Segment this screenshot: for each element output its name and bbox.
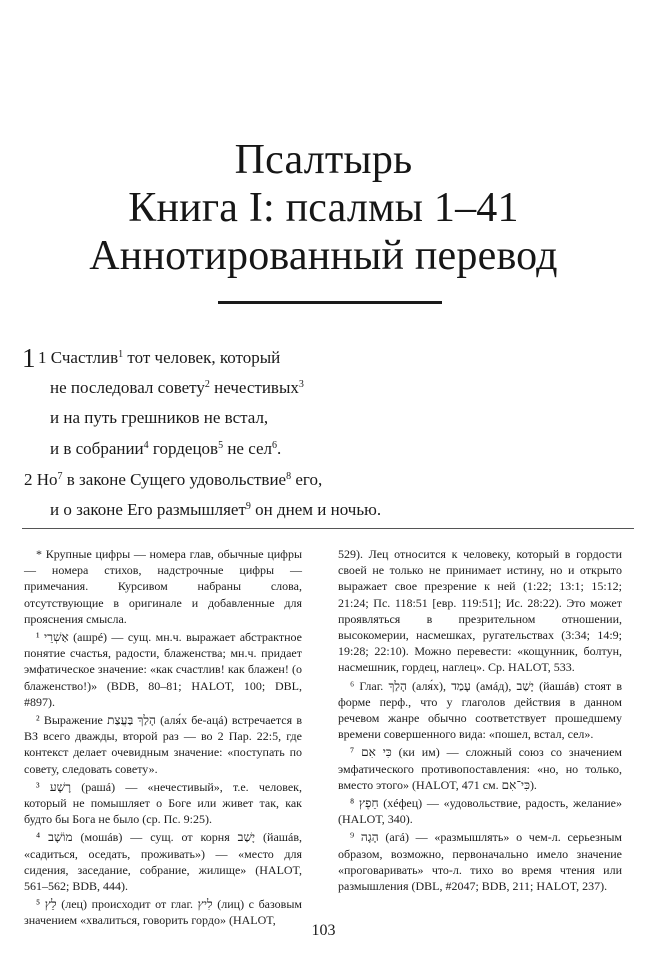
psalm-text-run: . bbox=[277, 439, 282, 458]
footnote-5-continued: 529). Лец относится к человеку, который в гордости своей не только не принимает истину, но и открыто выражает свое презрение к ней (1:22; 13:1; 15:12; 21:24; Пс. 118:51 [евр. 119:51]; Ис. 28:22). Это может проявляться в презрительном отношении, высокомерии, насмешках, ругательствах (3:34; 14:9; 19:28; 22:10). Можно перевести: «кощунник, болтун, насмешник, гордец, наглец». Ср. HALOT, 533. bbox=[338, 547, 622, 675]
footnotes-right-column bbox=[338, 546, 622, 896]
psalm-text-run: в законе Сущего удовольствие bbox=[62, 470, 287, 489]
footnote-5: ⁵ לֵץ (лец) происходит от глаг. לִיץ (лиц) с базовым значением «хвалиться, говорить гордо» (HALOT, bbox=[24, 897, 302, 928]
psalm-text-run: его, bbox=[291, 470, 323, 489]
psalm-text-run: и в собрании bbox=[50, 439, 144, 458]
footnote-1: ¹ אַשְׁרֵי (ашрé) — сущ. мн.ч. выражает абстрактное понятие счастья, радости, блаженства; мн.ч. придает эмфатическое значение: «как счастлив! как блажен! (о блаженство!)» (BDB, 80–81; HALOT, 100; DBL, #897). bbox=[24, 630, 302, 709]
footnote-7: ⁷ כִּי אִם (ки им) — сложный союз со значением эмфатического противопоставления: «но, но только, вместо этого» (HALOT, 471 см. כִּי־אִם). bbox=[338, 745, 622, 792]
footnote-ref: 1 bbox=[118, 349, 124, 360]
psalm-text-run: не последовал совету bbox=[50, 378, 205, 397]
footnote-ref: 3 bbox=[298, 379, 304, 390]
footnote-9: ⁹ הָגָה (агá) — «размышлять» о чем-л. серьезным образом, возможно, первоначально имело значение «проговаривать» что-л. тихо во время чтения или размышления (DBL, #2047; BDB, 211; HALOT, 237). bbox=[338, 830, 623, 894]
footnote-ref: 9 bbox=[245, 501, 251, 512]
chapter-number: 1 bbox=[22, 343, 36, 373]
title-divider bbox=[218, 301, 442, 304]
footnote-ref: 7 bbox=[57, 471, 63, 482]
page-number: 103 bbox=[311, 922, 336, 939]
footnote-asterisk: * Крупные цифры — номера глав, обычные цифры — номера стихов, надстрочные цифры — примечания. Курсивом набраны слова, отсутствующие в оригинале и добавленные для прояснения смысла. bbox=[24, 547, 302, 626]
psalm-text-run: нечестивых bbox=[209, 378, 299, 397]
footnote-ref: 8 bbox=[286, 471, 292, 482]
footnote-3: ³ רָשָׁע (рашá) — «нечестивый», т.е. человек, который не помышляет о Боге или живет так, как будто бы Бога не было (ср. Пс. 9:25). bbox=[24, 779, 303, 827]
psalm-line-2 bbox=[50, 378, 304, 398]
title-line-3: Аннотированный перевод bbox=[89, 233, 558, 279]
psalm-text-run: тот человек, который bbox=[123, 348, 281, 367]
footnote-ref: 4 bbox=[143, 440, 149, 451]
psalm-text-run: гордецов bbox=[148, 439, 219, 458]
footnote-4: ⁴ מוֹשָׁב (мошáв) — сущ. от корня יָשַׁב (йашáв, «садиться, оседать, проживать») — «место для сидения, заседание, собрание, жилище» (HALOT, 561–562; BDB, 444). bbox=[24, 830, 302, 894]
footnote-8: ⁸ חֵפֶץ (хéфец) — «удовольствие, радость, желание» (HALOT, 340). bbox=[338, 796, 623, 827]
title-line-2: Книга I: псалмы 1–41 bbox=[128, 185, 519, 231]
verse-number: 1 bbox=[38, 348, 47, 367]
footnote-ref: 5 bbox=[218, 440, 224, 451]
footnotes-left-column bbox=[24, 546, 302, 931]
footnote-2: ² Выражение הָלַךְ בַּעֲצַת (аля́х бе-ацá) встречается в ВЗ всего дважды, второй раз — во 2 Пар. 22:5, где контекст делает очевидным значение: «поступать по совету, следовать совету». bbox=[24, 713, 303, 776]
psalm-line-5 bbox=[24, 470, 322, 490]
verse-number: 2 bbox=[24, 470, 33, 489]
footnote-ref: 2 bbox=[204, 379, 210, 390]
psalm-text-run: и о законе Его размышляет bbox=[50, 500, 246, 519]
footnote-6: ⁶ Глаг. הָלַךְ (аля́х), עָמַד (амáд), יָשַׁב (йашáв) стоят в форме перф., что у глаголов действия в данном речевом жанре обычно соответствует прошедшему времени совершенного вида: «пошел, встал, сел». bbox=[338, 678, 622, 742]
psalm-text-run: он днем и ночью. bbox=[250, 500, 382, 519]
psalm-line-4 bbox=[50, 439, 281, 459]
footnote-divider bbox=[22, 528, 634, 529]
psalm-text-run: Но bbox=[32, 470, 58, 489]
psalm-text-run: не сел bbox=[223, 439, 273, 458]
footnote-ref: 6 bbox=[272, 440, 278, 451]
psalm-text-run: Счастлив bbox=[46, 348, 119, 367]
page-title bbox=[0, 136, 647, 280]
psalm-line-6 bbox=[50, 500, 381, 520]
psalm-line-3: и на путь грешников не встал, bbox=[50, 408, 269, 427]
psalm-line-1 bbox=[38, 348, 280, 368]
title-line-1: Псалтырь bbox=[234, 137, 413, 183]
